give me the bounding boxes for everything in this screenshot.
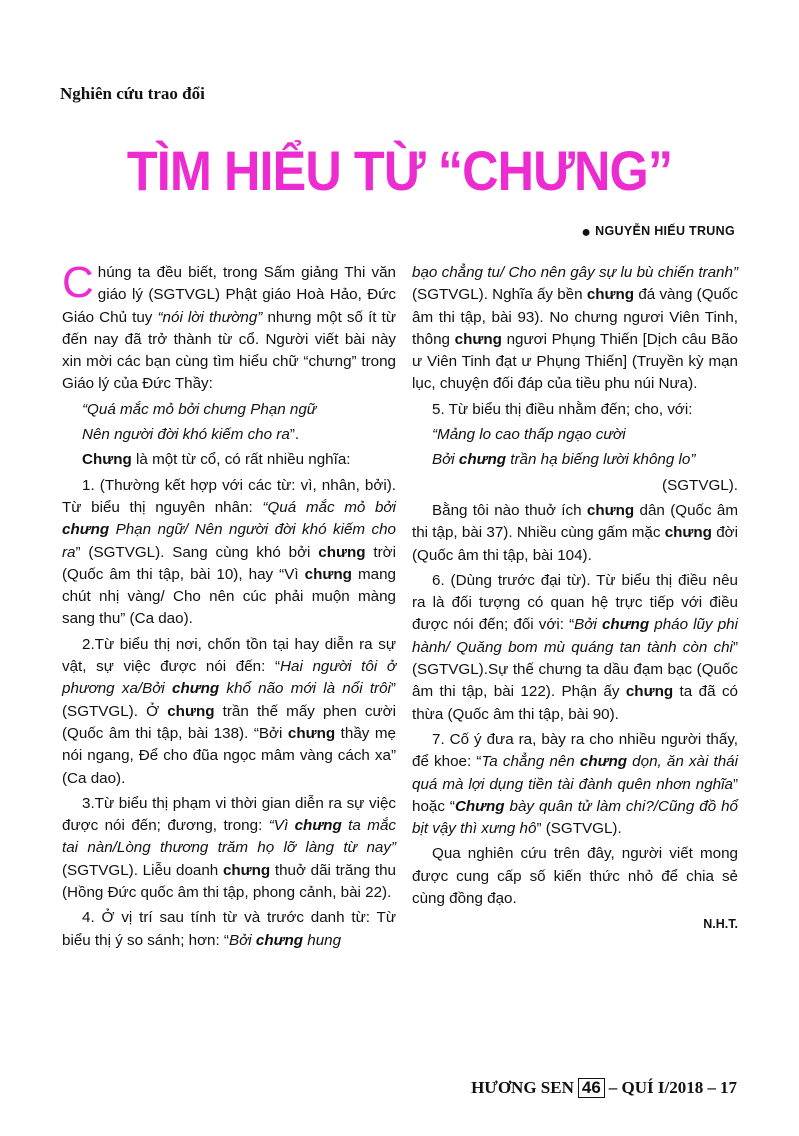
page-number: 17 bbox=[720, 1078, 737, 1097]
intro-paragraph: Chúng ta đều biết, trong Sấm giảng Thi văn giáo lý (SGTVGL) Phật giáo Hoà Hảo, Đức Giáo Chủ tuy “nói lời thường” nhưng một số ít từ đến nay đã trở thành từ cổ. Người viết bài này xin mời các bạn cùng tìm hiểu chữ “chưng” trong Giáo lý của Đức Thầy: bbox=[62, 258, 396, 393]
right-column bbox=[412, 262, 738, 939]
definition-paragraph: Chưng là một từ cổ, có rất nhiều nghĩa: bbox=[82, 451, 351, 469]
signature-initials: N.H.T. bbox=[703, 917, 738, 932]
meaning-4: 4. Ở vị trí sau tính từ và trước danh từ: Từ biểu thị ý so sánh; hơn: “Bởi chưng hung bbox=[62, 909, 396, 949]
meaning-7: 7. Cố ý đưa ra, bày ra cho nhiều người thấy, để khoe: “Ta chẳng nên chưng dọn, ăn xài thái quá mà lợi dụng tiền tài đành quên nhơn nghĩa” hoặc “Chưng bày quân tử làm chi?/Cũng đồ hổ bịt vậy thì xưng hô” (SGTVGL). bbox=[412, 730, 738, 838]
conclusion-paragraph: Qua nghiên cứu trên đây, người viết mong được cung cấp số kiến thức nhỏ để chia sẻ cùng đồng đạo. bbox=[412, 845, 738, 908]
magazine-name: HƯƠNG SEN bbox=[471, 1078, 574, 1097]
page-footer bbox=[471, 1078, 737, 1098]
article-title: TÌM HIỂU TỪ “CHƯNG” bbox=[126, 139, 673, 202]
meaning-3: 3.Từ biểu thị phạm vi thời gian diễn ra sự việc được nói đến; đương, trong: “Vì chưng ta mắc tai nàn/Lòng thương trăm họ lỡ làng từ nay” (SGTVGL). Liễu doanh chưng thuở dãi trăng thu (Hồng Đức quốc âm thi tập, phong cảnh, bài 22). bbox=[62, 794, 396, 902]
author-name: NGUYỄN HIẾU TRUNG bbox=[595, 224, 735, 238]
quote-line: Nên người đời khó kiếm cho ra”. bbox=[82, 426, 300, 444]
issue-number: 46 bbox=[578, 1078, 605, 1098]
quote-line: “Mảng lo cao thấp ngạo cười bbox=[432, 426, 626, 444]
quote-line: “Quá mắc mỏ bởi chưng Phạn ngữ bbox=[82, 400, 317, 418]
drop-cap: C bbox=[62, 258, 94, 307]
author-byline bbox=[581, 224, 735, 242]
issue-period: – QUÍ I/2018 – bbox=[608, 1078, 716, 1097]
meaning-4-continued: bạo chẳng tu/ Cho nên gây sự lu bù chiến tranh” (SGTVGL). Nghĩa ấy bền chưng đá vàng (Quốc âm thi tập, bài 93). No chưng ngươi Viên Tinh, thông chưng ngươi Phụng Thiến [Dịch câu Bão ư Viên Tinh đạt ư Phụng Thiến] (Truyền kỳ mạn lục, chuyện đối đáp của tiều phu núi Nưa). bbox=[412, 264, 738, 393]
meaning-2: 2.Từ biểu thị nơi, chốn tồn tại hay diễn ra sự vật, sự việc được nói đến: “Hai người tôi ở phương xa/Bởi chưng khổ não mới là nổi trôi” (SGTVGL). Ở chưng trần thế mấy phen cười (Quốc âm thi tập, bài 138). “Bởi chưng thầy mẹ nói ngang, Để cho đũa ngọc mâm vàng cách xa” (Ca dao). bbox=[62, 635, 397, 787]
section-label: Nghiên cứu trao đổi bbox=[60, 84, 205, 103]
meaning-6: 6. (Dùng trước đại từ). Từ biểu thị điều nêu ra là đối tượng có quan hệ trực tiếp với điều được nói đến; đối với: “Bởi chưng pháo lũy phi hành/ Quăng bom mù quáng tan tành còn chi” (SGTVGL).Sự thế chưng ta dầu đạm bạc (Quốc âm thi tập, bài 122). Phận ấy chưng ta đã có thừa (Quốc âm thi tập, bài 90). bbox=[412, 571, 738, 723]
meaning-1: 1. (Thường kết hợp với các từ: vì, nhân, bởi). Từ biểu thị nguyên nhân: “Quá mắc mỏ bởi chưng Phạn ngữ/ Nên người đời khó kiếm cho ra” (SGTVGL). Sang cùng khó bởi chưng trời (Quốc âm thi tập, bài 10), hay “Vì chưng mang chút nhị vàng/ Cho nên cúc phải muộn màng sang thu” (Ca dao). bbox=[62, 476, 396, 628]
bullet-icon: ● bbox=[581, 224, 592, 241]
meaning-5-examples: Bằng tôi nào thuở ích chưng dân (Quốc âm thi tập, bài 37). Nhiều cùng gấm mặc chưng đời (Quốc âm thi tập, bài 104). bbox=[412, 501, 739, 564]
meaning-5: 5. Từ biểu thị điều nhằm đến; cho, với: bbox=[432, 400, 693, 418]
left-column bbox=[62, 258, 397, 955]
quote-line: Bởi chưng trần hạ biếng lười không lo” bbox=[432, 451, 696, 469]
quote-source: (SGTVGL). bbox=[662, 476, 738, 494]
